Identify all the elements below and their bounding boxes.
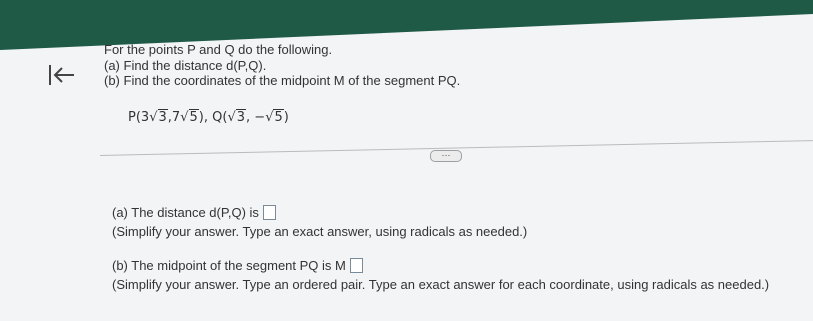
p-x-radical: √3 bbox=[149, 110, 167, 125]
points-expression: P(3√3,7√5), Q(√3, −√5) bbox=[128, 110, 289, 125]
answer-b-prompt: (b) The midpoint of the segment PQ is M bbox=[112, 258, 363, 273]
point-p-label: P bbox=[128, 110, 136, 125]
q-y-sign: − bbox=[254, 110, 266, 125]
answer-b-hint: (Simplify your answer. Type an ordered pair. Type an exact answer for each coordinate, using radicals as needed.) bbox=[112, 277, 770, 292]
q-x-radical: √3 bbox=[227, 110, 246, 125]
p-y-coefficient: 7 bbox=[171, 110, 181, 125]
back-button[interactable] bbox=[48, 62, 76, 88]
answer-a-hint: (Simplify your answer. Type an exact answer, using radicals as needed.) bbox=[112, 224, 528, 239]
answer-a-prompt: (a) The distance d(P,Q) is bbox=[112, 205, 276, 220]
question-part-b: (b) Find the coordinates of the midpoint M of the segment PQ. bbox=[104, 73, 461, 88]
answer-a-input[interactable] bbox=[263, 205, 276, 220]
more-options-button[interactable]: ··· bbox=[430, 150, 462, 162]
q-y-radical: √5 bbox=[265, 110, 283, 125]
p-y-radical: √5 bbox=[180, 110, 198, 125]
back-arrow-icon bbox=[48, 62, 76, 88]
p-x-coefficient: 3 bbox=[140, 110, 150, 125]
point-q-label: Q bbox=[212, 110, 223, 125]
question-intro: For the points P and Q do the following. bbox=[104, 42, 333, 57]
answer-b-input[interactable] bbox=[350, 258, 363, 273]
question-part-a: (a) Find the distance d(P,Q). bbox=[104, 58, 267, 73]
